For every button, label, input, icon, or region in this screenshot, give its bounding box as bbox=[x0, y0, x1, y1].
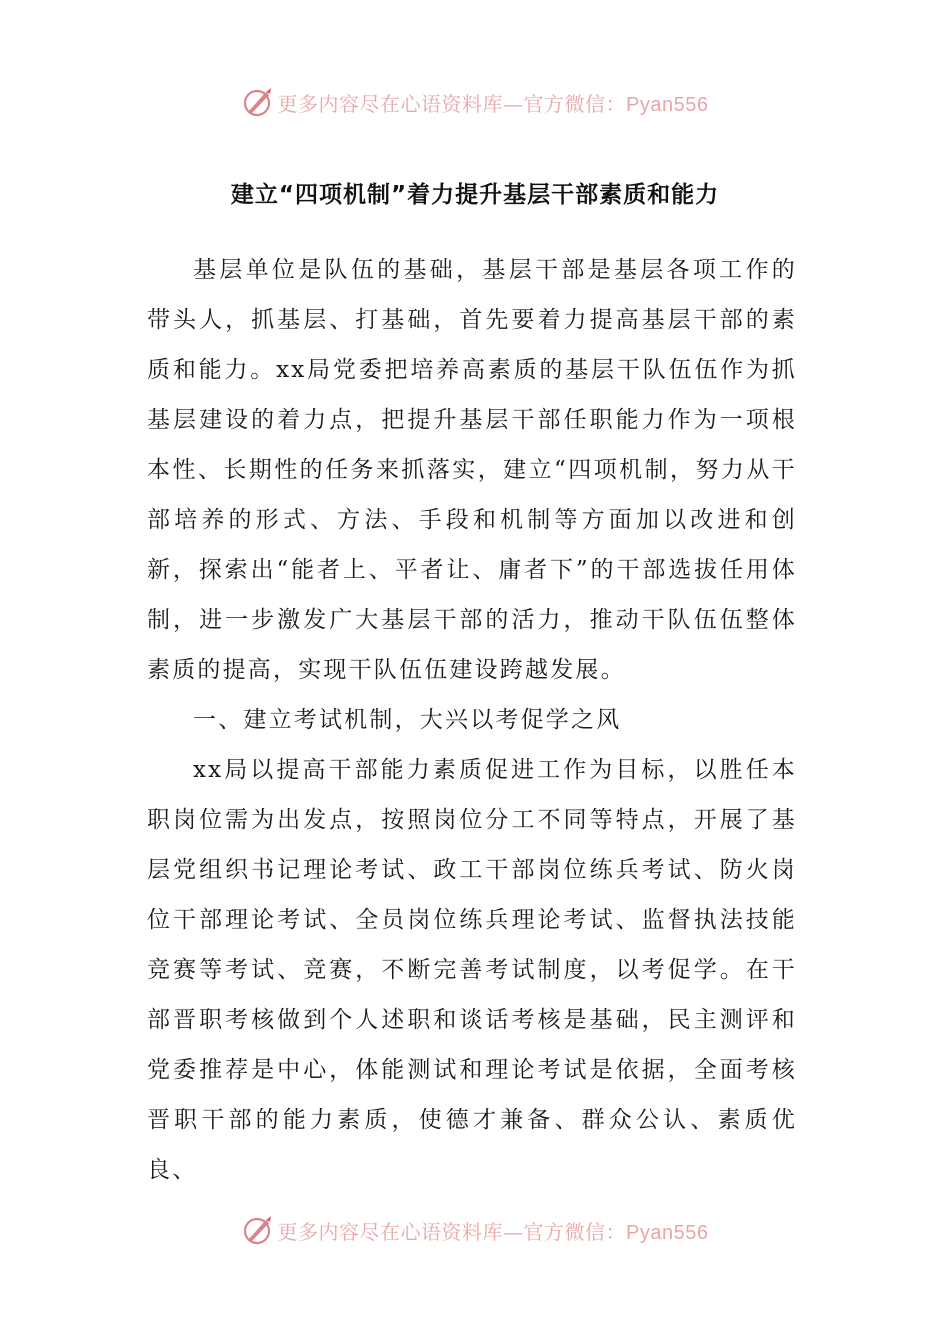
watermark-text: 更多内容尽在心语资料库—官方微信：Pyan556 bbox=[277, 91, 709, 116]
watermark-footer bbox=[0, 1210, 950, 1250]
watermark-handle: Pyan556 bbox=[626, 93, 709, 116]
document-body bbox=[147, 245, 797, 1195]
watermark-handle: Pyan556 bbox=[626, 1221, 709, 1244]
document-title: 建立“四项机制”着力提升基层干部素质和能力 bbox=[230, 182, 720, 208]
quill-circle-logo-icon bbox=[242, 86, 274, 118]
watermark-text: 更多内容尽在心语资料库—官方微信：Pyan556 bbox=[277, 1219, 709, 1244]
paragraph-intro: 基层单位是队伍的基础，基层干部是基层各项工作的带头人，抓基层、打基础，首先要着力提高基层干部的素质和能力。xx局党委把培养高素质的基层干队伍伍作为抓基层建设的着力点，把提升基层干部任职能力作为一项根本性、长期性的任务来抓落实，建立“四项机制，努力从干部培养的形式、方法、手段和机制等方面加以改进和创新，探索出“能者上、平者让、庸者下”的干部选拔任用体制，进一步激发广大基层干部的活力，推动干队伍伍整体素质的提高，实现干队伍伍建设跨越发展。 bbox=[147, 257, 797, 683]
paragraph-section-1: xx局以提高干部能力素质促进工作为目标，以胜任本职岗位需为出发点，按照岗位分工不同等特点，开展了基层党组织书记理论考试、政工干部岗位练兵考试、防火岗位干部理论考试、全员岗位练兵理论考试、监督执法技能竞赛等考试、竞赛，不断完善考试制度，以考促学。在干部晋职考核做到个人述职和谈话考核是基础，民主测评和党委推荐是中心，体能测试和理论考试是依据，全面考核晋职干部的能力素质，使德才兼备、群众公认、素质优良、 bbox=[147, 757, 797, 1183]
quill-circle-logo-icon bbox=[242, 1214, 274, 1246]
watermark-header bbox=[0, 82, 950, 122]
section-heading-1: 一、建立考试机制，大兴以考促学之风 bbox=[193, 707, 622, 733]
